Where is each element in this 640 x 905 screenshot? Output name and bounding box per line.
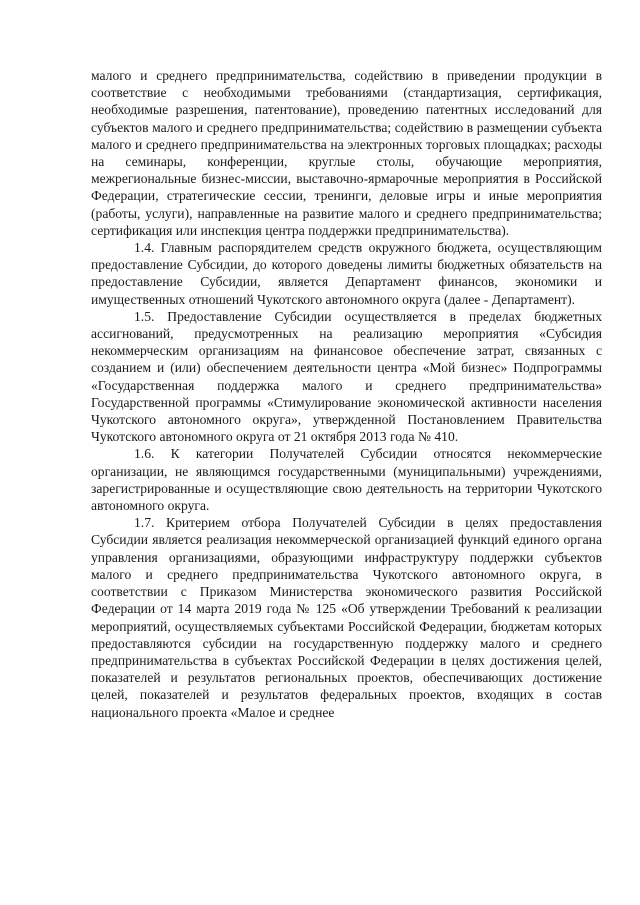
document-page [91,67,602,721]
paragraph-1-3-continuation: малого и среднего предпринимательства, содействию в приведении продукции в соответствие с необходимыми требованиями (стандартизация, сертификация, необходимые разрешения, патентование), проведению патентных исследований для субъектов малого и среднего предпринимательства; содействию в размещении субъекта малого и среднего предпринимательства на электронных торговых площадках; расходы на семинары, конференции, круглые столы, обучающие мероприятия, межрегиональные бизнес-миссии, выставочно-ярмарочные мероприятия в Российской Федерации, стратегические сессии, тренинги, деловые игры и иные мероприятия (работы, услуги), направленные на развитие малого и среднего предпринимательства; сертификация или инспекция центра поддержки предпринимательства). [91,68,602,238]
paragraph-1-7: 1.7. Критерием отбора Получателей Субсидии в целях предоставления Субсидии является реализация некоммерческой организацией функций единого органа управления организациями, образующими инфраструктуру поддержки субъектов малого и среднего предпринимательства Чукотского автономного округа, в соответствии с Приказом Министерства экономического развития Российской Федерации от 14 марта 2019 года № 125 «Об утверждении Требований к реализации мероприятий, осуществляемых субъектами Российской Федерации, бюджетам которых предоставляются субсидии на государственную поддержку малого и среднего предпринимательства в субъектах Российской Федерации в целях достижения целей, показателей и результатов региональных проектов, обеспечивающих достижение целей, показателей и результатов федеральных проектов, входящих в состав национального проекта «Малое и среднее [91,515,602,720]
paragraph-1-4: 1.4. Главным распорядителем средств окружного бюджета, осуществляющим предоставление Субсидии, до которого доведены лимиты бюджетных обязательств на предоставление Субсидии, является Департамент финансов, экономики и имущественных отношений Чукотского автономного округа (далее - Департамент). [91,240,602,307]
paragraph-1-5: 1.5. Предоставление Субсидии осуществляется в пределах бюджетных ассигнований, предусмотренных на реализацию мероприятия «Субсидия некоммерческим организациям на финансовое обеспечение затрат, связанных с созданием и (или) обеспечением деятельности центра «Мой бизнес» Подпрограммы «Государственная поддержка малого и среднего предпринимательства» Государственной программы «Стимулирование экономической активности населения Чукотского автономного округа», утвержденной Постановлением Правительства Чукотского автономного округа от 21 октября 2013 года № 410. [91,308,602,445]
paragraph-1-6: 1.6. К категории Получателей Субсидии относятся некоммерческие организации, не являющимся государственными (муниципальными) учреждениями, зарегистрированные и осуществляющие свою деятельность на территории Чукотского автономного округа. [91,446,602,514]
